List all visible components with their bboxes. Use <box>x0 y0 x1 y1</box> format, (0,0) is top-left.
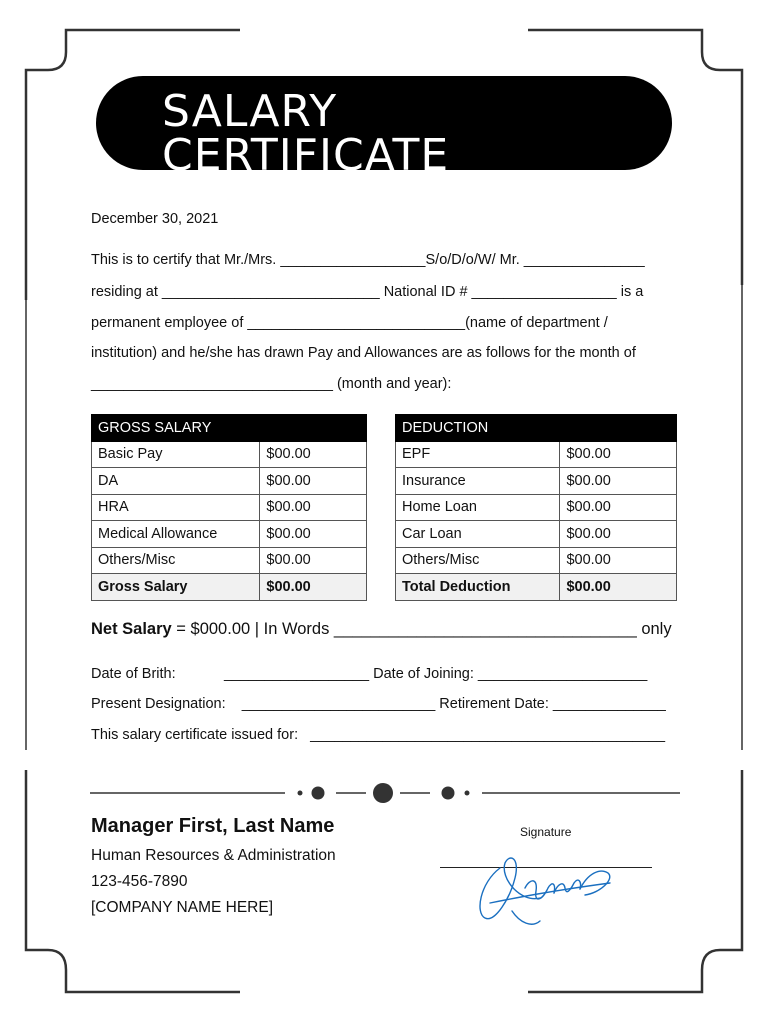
designation-line: Present Designation: ________________________ Retirement Date: ______________ <box>91 696 666 712</box>
row-label: Home Loan <box>396 494 560 521</box>
certificate-date: December 30, 2021 <box>91 211 219 227</box>
table-row <box>92 547 367 574</box>
row-value: $00.00 <box>560 441 677 468</box>
ornamental-divider <box>90 778 680 808</box>
row-label: HRA <box>92 494 260 521</box>
date-of-birth-line: Date of Brith: __________________ Date of Joining: _____________________ <box>91 666 648 682</box>
deduction-table <box>395 414 677 601</box>
row-label: Others/Misc <box>396 547 560 574</box>
total-value: $00.00 <box>560 574 677 601</box>
manager-name: Manager First, Last Name <box>91 815 335 837</box>
paragraph-line-2: residing at ___________________________ National ID # __________________ is a <box>91 284 644 300</box>
table-row <box>92 494 367 521</box>
row-value: $00.00 <box>260 494 367 521</box>
row-label: Insurance <box>396 468 560 495</box>
table-row <box>92 468 367 495</box>
deduction-header: DEDUCTION <box>396 415 677 442</box>
table-row <box>396 494 677 521</box>
net-salary-text: = $000.00 | In Words _________________________________ only <box>171 620 672 638</box>
net-salary-label: Net Salary <box>91 620 172 638</box>
manager-department: Human Resources & Administration <box>91 847 336 864</box>
table-row <box>396 441 677 468</box>
gross-total-row <box>92 574 367 601</box>
row-label: Car Loan <box>396 521 560 548</box>
gross-salary-header: GROSS SALARY <box>92 415 367 442</box>
table-row <box>396 521 677 548</box>
row-value: $00.00 <box>560 468 677 495</box>
row-value: $00.00 <box>260 521 367 548</box>
row-label: EPF <box>396 441 560 468</box>
row-value: $00.00 <box>560 521 677 548</box>
handwritten-signature <box>470 843 620 933</box>
company-name: [COMPANY NAME HERE] <box>91 899 274 916</box>
table-row <box>92 521 367 548</box>
row-label: Basic Pay <box>92 441 260 468</box>
certificate-title: SALARY CERTIFICATE <box>162 86 450 181</box>
total-label: Total Deduction <box>396 574 560 601</box>
net-salary-line <box>91 620 672 639</box>
table-row <box>396 547 677 574</box>
manager-phone: 123-456-7890 <box>91 873 188 890</box>
issued-for-line: This salary certificate issued for: ____________________________________________ <box>91 727 666 743</box>
row-value: $00.00 <box>260 468 367 495</box>
row-value: $00.00 <box>560 547 677 574</box>
table-row <box>92 441 367 468</box>
row-label: DA <box>92 468 260 495</box>
title-banner <box>96 76 672 181</box>
deduction-total-row <box>396 574 677 601</box>
signature-label: Signature <box>520 825 572 839</box>
row-label: Medical Allowance <box>92 521 260 548</box>
table-row <box>396 468 677 495</box>
row-label: Others/Misc <box>92 547 260 574</box>
total-label: Gross Salary <box>92 574 260 601</box>
gross-salary-table <box>91 414 367 601</box>
paragraph-line-5: ______________________________ (month and year): <box>91 376 452 392</box>
row-value: $00.00 <box>560 494 677 521</box>
paragraph-line-3: permanent employee of ___________________________(name of department / <box>91 315 608 331</box>
total-value: $00.00 <box>260 574 367 601</box>
paragraph-line-1: This is to certify that Mr./Mrs. __________________S/o/D/o/W/ Mr. _______________ <box>91 252 645 268</box>
row-value: $00.00 <box>260 547 367 574</box>
paragraph-line-4: institution) and he/she has drawn Pay and Allowances are as follows for the month of <box>91 345 636 361</box>
row-value: $00.00 <box>260 441 367 468</box>
